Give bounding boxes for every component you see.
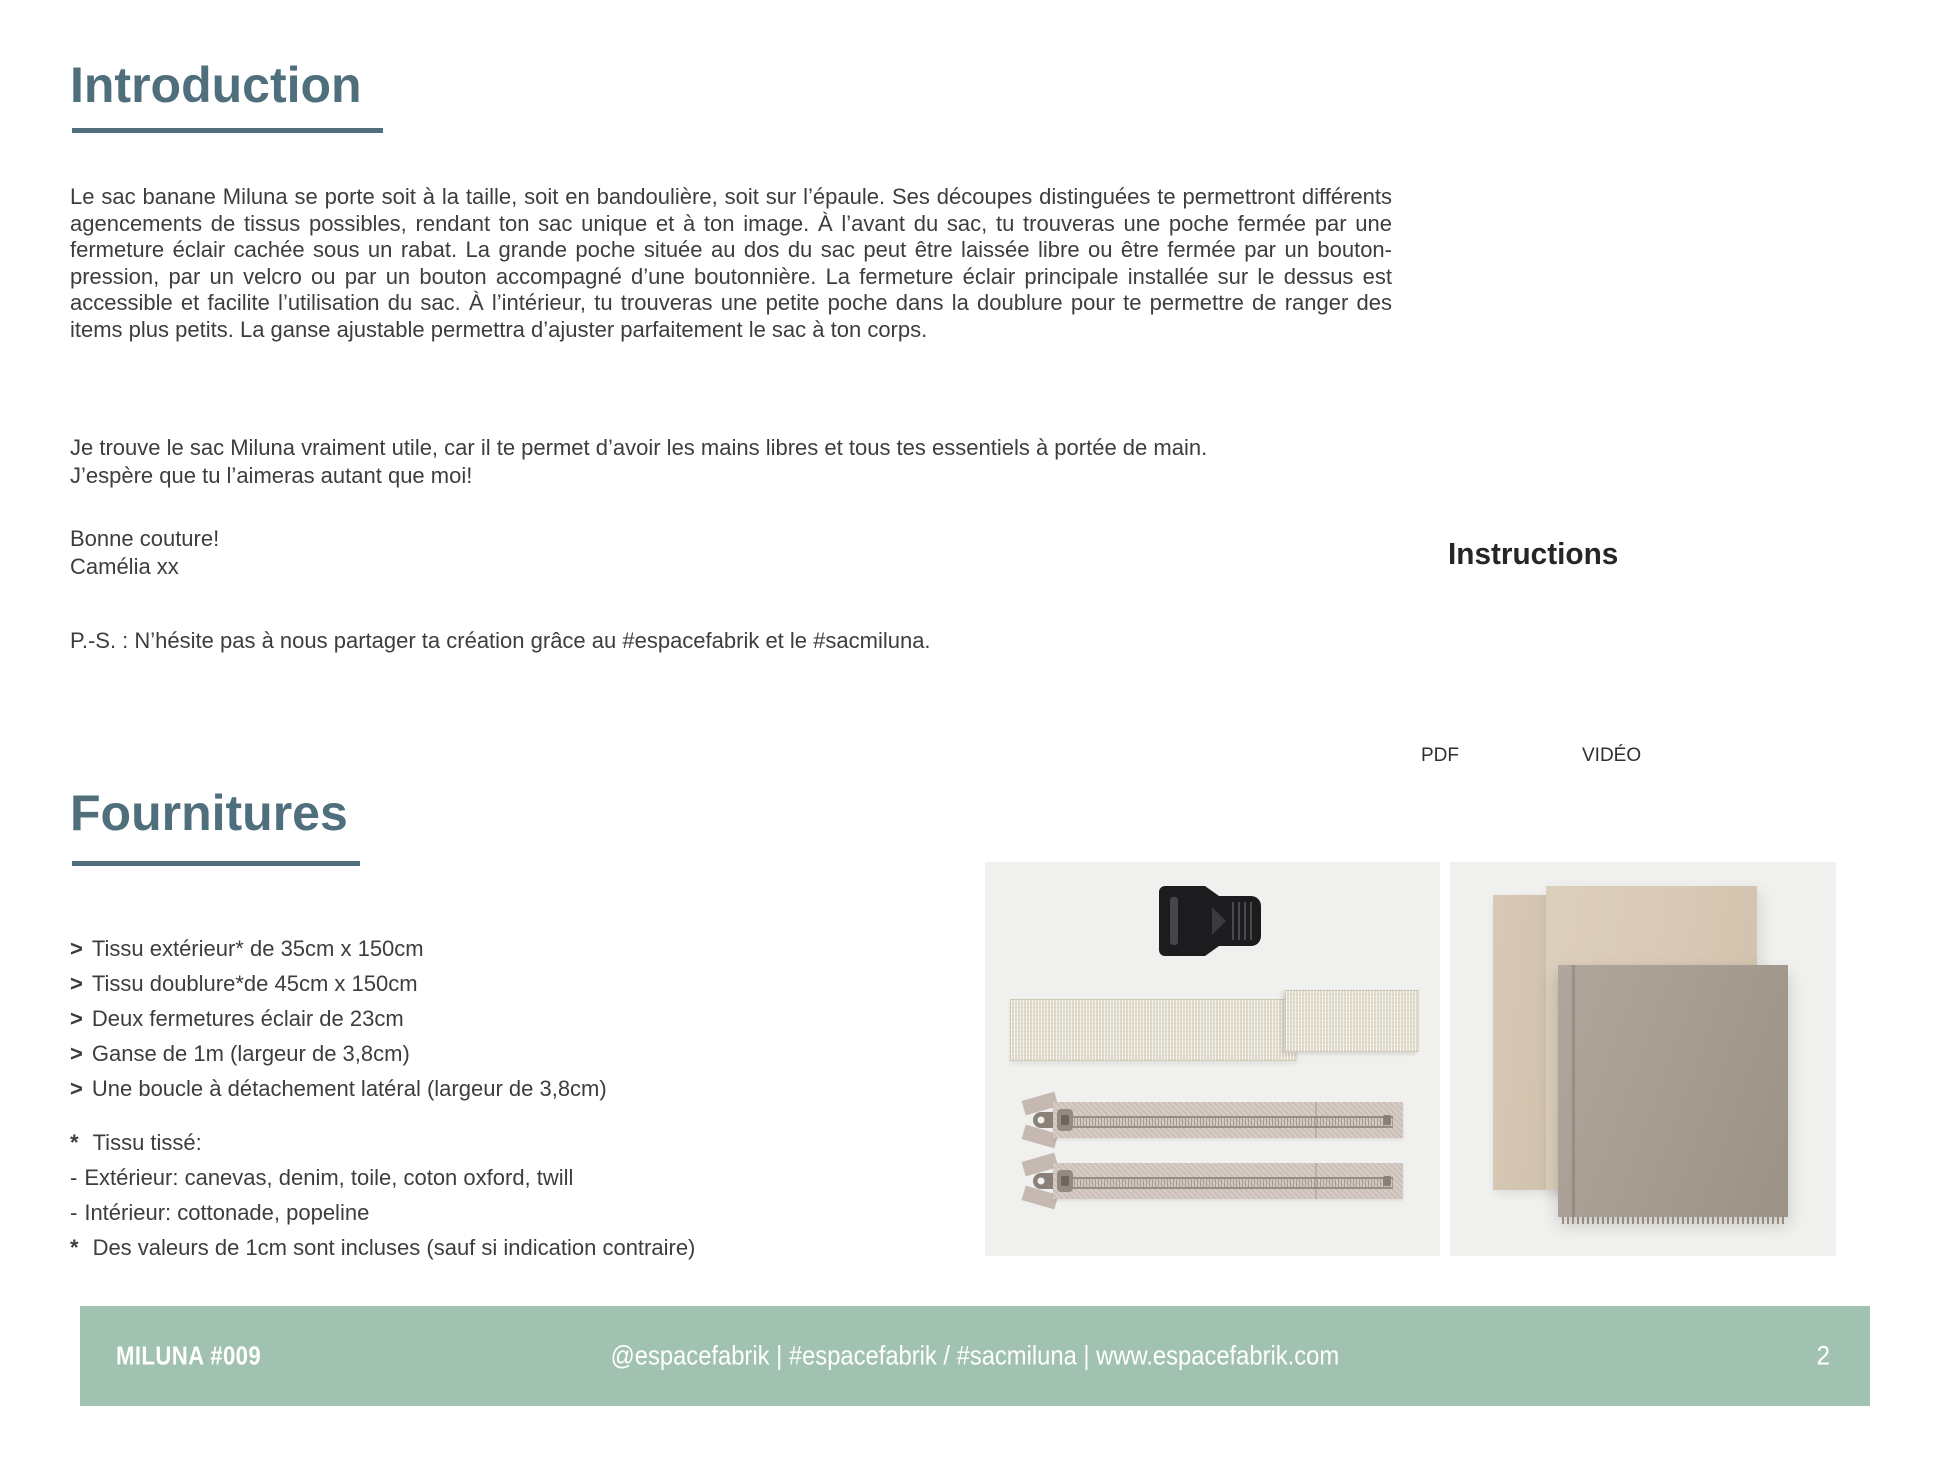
note-bullet: - xyxy=(70,1165,78,1190)
note-item xyxy=(70,1128,695,1163)
item-text: Tissu doublure*de 45cm x 150cm xyxy=(91,971,418,996)
instructions-heading: Instructions xyxy=(1448,536,1619,571)
fabrics-photo xyxy=(1450,862,1836,1256)
note-bullet: * xyxy=(70,1130,79,1155)
supply-item xyxy=(70,1004,607,1039)
note-bullet: - xyxy=(70,1200,78,1225)
footer-social-links xyxy=(80,1341,1870,1372)
item-bullet: > xyxy=(70,1076,83,1101)
note-item xyxy=(70,1163,695,1198)
zipper-coil xyxy=(1059,1177,1393,1189)
paragraph-2-line-2: J’espère que tu l’aimeras autant que moi! xyxy=(70,463,473,488)
supplies-list xyxy=(70,934,607,1109)
note-text: Tissu tissé: xyxy=(92,1130,202,1155)
zipper-crease xyxy=(1315,1102,1317,1138)
note-text: Extérieur: canevas, denim, toile, coton oxford, twill xyxy=(84,1165,574,1190)
footer-bar xyxy=(80,1306,1870,1406)
footer-social-text: @espacefabrik | #espacefabrik / #sacmiluna | www.espacefabrik.com xyxy=(610,1340,1340,1371)
supply-item xyxy=(70,934,607,969)
buckle-icon xyxy=(1157,882,1263,960)
note-bullet: * xyxy=(70,1235,79,1260)
webbing-strap-segment xyxy=(1010,999,1297,1061)
fournitures-heading-underline xyxy=(72,861,360,866)
item-bullet: > xyxy=(70,936,83,961)
zipper-pull-icon xyxy=(1029,1166,1081,1196)
supply-item xyxy=(70,1039,607,1074)
supplies-photo xyxy=(985,862,1440,1256)
item-text: Tissu extérieur* de 35cm x 150cm xyxy=(91,936,424,961)
item-bullet: > xyxy=(70,1041,83,1066)
note-item xyxy=(70,1198,695,1233)
signoff-line-1: Bonne couture! xyxy=(70,526,220,551)
supply-item xyxy=(70,969,607,1004)
zipper-coil xyxy=(1059,1116,1393,1128)
zipper-pull-icon xyxy=(1029,1105,1081,1135)
supply-item xyxy=(70,1074,607,1109)
item-text: Ganse de 1m (largeur de 3,8cm) xyxy=(91,1041,410,1066)
signoff xyxy=(70,525,219,581)
pdf-link[interactable]: PDF xyxy=(1421,745,1459,766)
webbing-strap-fold xyxy=(1285,990,1419,1052)
item-bullet: > xyxy=(70,1006,83,1031)
footer-project-label: MILUNA #009 xyxy=(116,1340,262,1371)
zipper-stop xyxy=(1383,1115,1391,1125)
video-link[interactable]: VIDÉO xyxy=(1582,745,1642,766)
note-item xyxy=(70,1233,695,1268)
signoff-line-2: Camélia xx xyxy=(70,554,179,579)
paragraph-2-line-1: Je trouve le sac Miluna vraiment utile, car il te permet d’avoir les mains libres et tous tes essentiels à portée de main. xyxy=(70,435,1208,460)
item-text: Une boucle à détachement latéral (largeur de 3,8cm) xyxy=(91,1076,607,1101)
introduction-paragraph: Le sac banane Miluna se porte soit à la taille, soit en bandoulière, soit sur l’épaule. Ses découpes distinguées te permettront différents agencements de tissus possibles, rendant ton sac unique et à ton image. À l’avant du sac, tu trouveras une poche fermée par une fermeture éclair cachée sous un rabat. La grande poche située au dos du sac peut être laissée libre ou être fermée par un bouton-pression, par un velcro ou par un bouton accompagné d’une boutonnière. La fermeture éclair principale installée sur le dessus est accessible et facilite l’utilisation du sac. À l’intérieur, tu trouveras une petite poche dans la doublure pour te permettre de ranger des items plus petits. La ganse ajustable permettra d’ajuster parfaitement le sac à ton corps. xyxy=(70,184,1392,342)
fournitures-heading: Fournitures xyxy=(70,785,348,841)
introduction-heading: Introduction xyxy=(70,57,362,113)
zipper-image xyxy=(1023,1156,1403,1206)
notes-list xyxy=(70,1128,695,1268)
postscript-note: P.-S. : N’hésite pas à nous partager ta création grâce au #espacefabrik et le #sacmiluna. xyxy=(70,628,931,653)
fabric-front-image xyxy=(1558,965,1788,1217)
note-text: Intérieur: cottonade, popeline xyxy=(84,1200,370,1225)
zipper-image xyxy=(1023,1095,1403,1145)
introduction-paragraph-2 xyxy=(70,434,1207,490)
introduction-heading-underline xyxy=(72,128,383,133)
note-text: Des valeurs de 1cm sont incluses (sauf si indication contraire) xyxy=(92,1235,696,1260)
item-text: Deux fermetures éclair de 23cm xyxy=(91,1006,404,1031)
footer-page-number: 2 xyxy=(1816,1340,1830,1371)
zipper-crease xyxy=(1315,1163,1317,1199)
zipper-stop xyxy=(1383,1176,1391,1186)
item-bullet: > xyxy=(70,971,83,996)
